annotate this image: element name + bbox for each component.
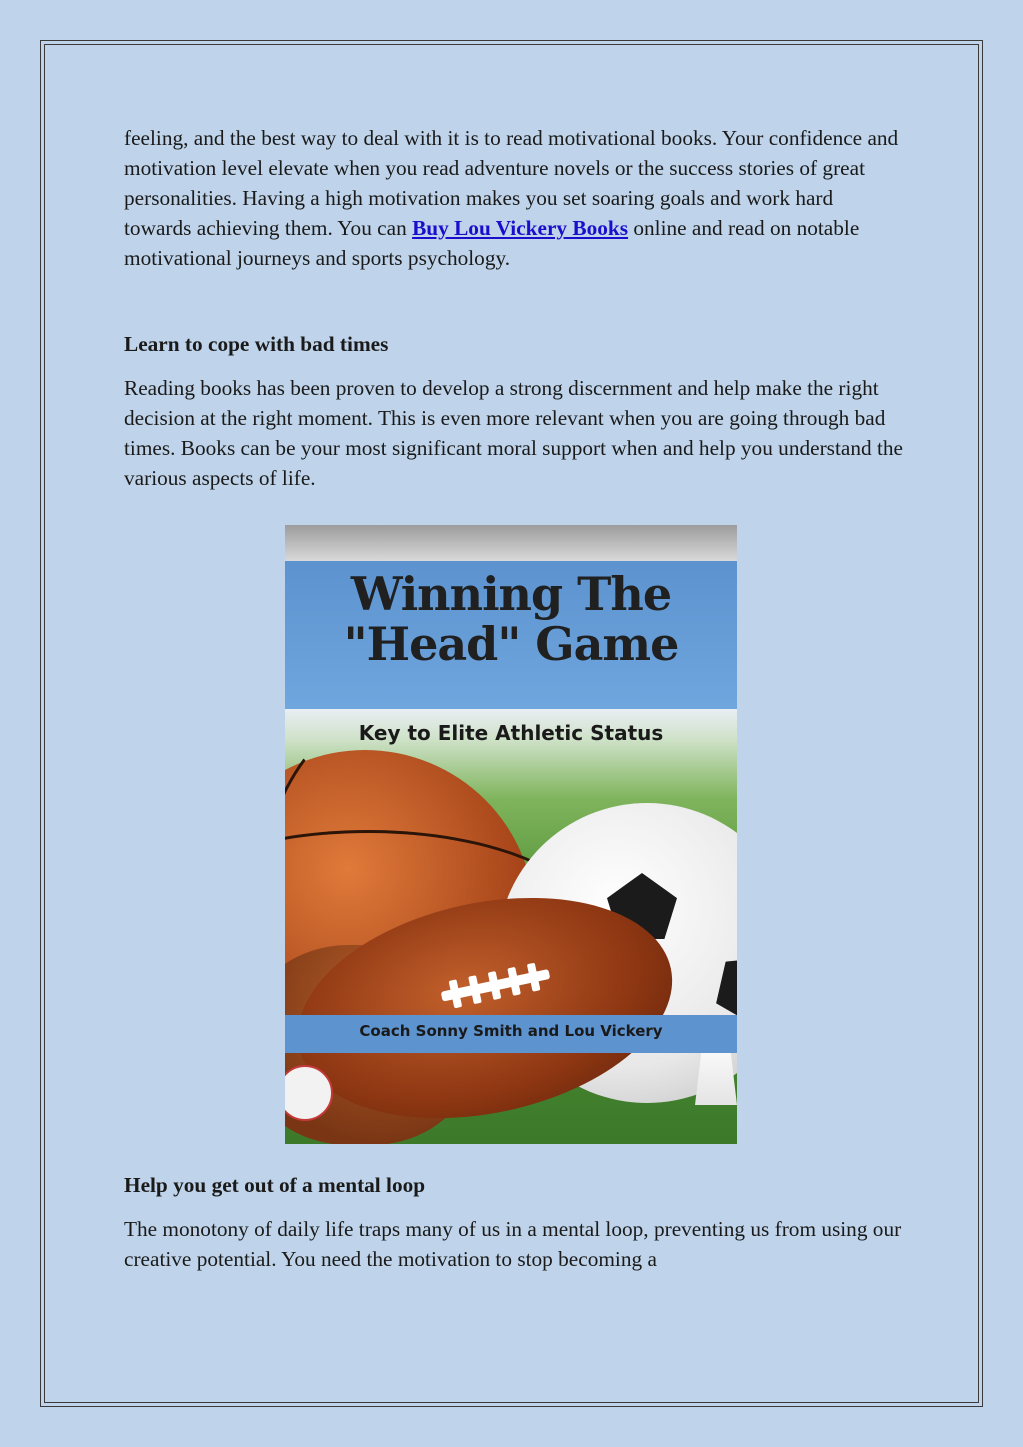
intro-text-before-link: feeling, and the best way to deal with it is to read motivational books. Your confidence and motivation level elevate when you read adventure novels or the success stories of great personalities. Having a high motivation makes you set soaring goals and work hard towards achieving them. You can: [124, 126, 899, 240]
heading-cope-with-bad-times: Learn to cope with bad times: [124, 332, 389, 356]
cover-top-strip: [285, 525, 737, 561]
heading-mental-loop: Help you get out of a mental loop: [124, 1173, 426, 1197]
intro-paragraph: [124, 123, 904, 273]
cover-subtitle: Key to Elite Athletic Status: [358, 721, 664, 745]
cover-authors: Coach Sonny Smith and Lou Vickery: [359, 1022, 663, 1040]
cover-title: [285, 569, 737, 669]
cover-title-line-1: Winning The: [350, 567, 672, 621]
intro-text-after-link: online and read on notable motivational journeys and sports psychology.: [124, 216, 860, 270]
paragraph-mental-loop: The monotony of daily life traps many of us in a mental loop, preventing us from using our creative potential. You need the motivation to stop becoming a: [124, 1217, 902, 1271]
paragraph-cope: Reading books has been proven to develop a strong discernment and help make the right decision at the right moment. This is even more relevant when you are going through bad times. Books can be your most significant moral support when and help you understand the various aspects of life.: [124, 376, 903, 490]
buy-lou-vickery-books-link[interactable]: Buy Lou Vickery Books: [412, 216, 629, 240]
document-content: [124, 123, 904, 1274]
book-cover-image: [285, 525, 737, 1144]
cover-title-line-2: "Head" Game: [343, 617, 679, 671]
